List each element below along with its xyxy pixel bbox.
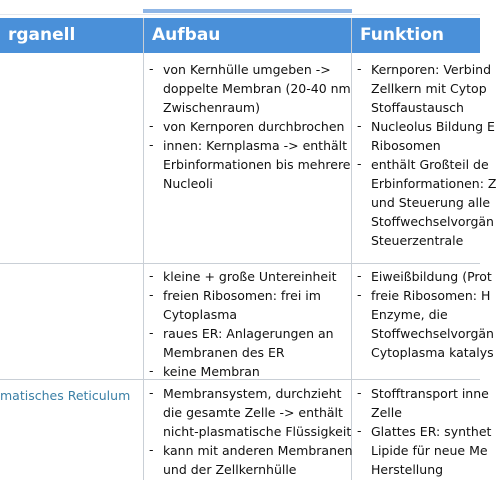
aufbau-list	[147, 60, 351, 193]
cell-aufbau-row1[interactable]	[147, 60, 351, 260]
bullet-dash: -	[357, 287, 362, 302]
line-text: Stofftransport inne	[371, 386, 489, 401]
list-line	[355, 286, 491, 305]
line-text: und der Zellkernhülle	[163, 462, 297, 477]
line-text: Nucleolus Bildung E	[371, 119, 495, 134]
list-line	[147, 343, 351, 362]
bullet-dash: -	[149, 325, 154, 340]
list-line	[355, 136, 480, 155]
line-text: Erbinformationen bis mehrere	[163, 157, 351, 172]
list-line	[355, 60, 492, 79]
list-line	[355, 343, 494, 362]
list-line	[355, 155, 489, 174]
list-line	[355, 117, 495, 136]
list-line	[355, 403, 480, 422]
header-organelle[interactable]: rganell	[0, 18, 143, 53]
list-line	[147, 267, 351, 286]
line-text: freien Ribosomen: frei im	[163, 288, 321, 303]
bullet-dash: -	[149, 118, 154, 133]
list-line	[147, 155, 351, 174]
list-line	[355, 267, 492, 286]
column-divider	[143, 18, 144, 480]
list-line	[355, 441, 488, 460]
list-line	[355, 305, 480, 324]
column-divider	[351, 18, 352, 480]
line-text: Stoffwechselvorgän	[371, 214, 494, 229]
list-line	[147, 98, 351, 117]
bullet-dash: -	[357, 423, 362, 438]
bullet-dash: -	[149, 61, 154, 76]
list-line	[147, 174, 351, 193]
bullet-dash: -	[149, 137, 154, 152]
line-text: Zwischenraum)	[163, 100, 260, 115]
list-line	[147, 60, 351, 79]
list-line	[355, 79, 487, 98]
funktion-list	[355, 60, 496, 250]
funktion-list	[355, 267, 494, 362]
list-line	[355, 460, 480, 479]
line-text: von Kernhülle umgeben ->	[163, 62, 331, 77]
bullet-dash: -	[357, 118, 362, 133]
line-text: Zellkern mit Cytop	[371, 81, 487, 96]
line-text: Eiweißbildung (Prot	[371, 269, 492, 284]
list-line	[147, 117, 351, 136]
list-line	[147, 324, 351, 343]
line-text: Lipide für neue Me	[371, 443, 488, 458]
line-text: Nucleoli	[163, 176, 213, 191]
list-line	[147, 362, 351, 381]
bullet-dash: -	[357, 156, 362, 171]
bullet-dash: -	[149, 442, 154, 457]
list-line	[355, 98, 480, 117]
list-line	[147, 305, 351, 324]
bullet-dash: -	[357, 61, 362, 76]
line-text: Kernporen: Verbind	[371, 62, 492, 77]
aufbau-list	[147, 267, 351, 381]
list-line	[355, 193, 491, 212]
line-text: innen: Kernplasma -> enthält	[163, 138, 348, 153]
line-text: raues ER: Anlagerungen an	[163, 326, 334, 341]
header-funktion[interactable]: Funktion	[352, 18, 480, 53]
line-text: Herstellung	[371, 462, 444, 477]
line-text: Ribosomen	[371, 138, 441, 153]
selection-indicator	[143, 9, 352, 13]
list-line	[355, 212, 494, 231]
list-line	[147, 136, 351, 155]
cell-funktion-row3[interactable]	[355, 384, 492, 480]
list-line	[147, 441, 351, 460]
bullet-dash: -	[149, 287, 154, 302]
list-line	[147, 384, 351, 403]
line-text: Zelle	[371, 405, 402, 420]
line-text: und Steuerung alle	[371, 195, 491, 210]
aufbau-list	[147, 384, 351, 479]
list-line	[355, 422, 492, 441]
list-line	[355, 174, 496, 193]
line-text: keine Membran	[163, 364, 260, 379]
list-line	[355, 384, 489, 403]
line-text: Membransystem, durchzieht	[163, 386, 342, 401]
line-text: nicht-plasmatische Flüssigkeit	[163, 424, 352, 439]
line-text: Membranen des ER	[163, 345, 285, 360]
line-text: Cytoplasma katalys	[371, 345, 494, 360]
line-text: kann mit anderen Membranen	[163, 443, 353, 458]
cell-funktion-row1[interactable]	[355, 60, 496, 260]
bullet-dash: -	[357, 385, 362, 400]
line-text: enthält Großteil de	[371, 157, 489, 172]
line-text: Stoffaustausch	[371, 100, 464, 115]
organelle-name-er[interactable]: matisches Reticulum	[0, 388, 131, 403]
line-text: Enzyme, die	[371, 307, 448, 322]
cell-aufbau-row3[interactable]	[147, 384, 351, 480]
line-text: Stoffwechselvorgän	[371, 326, 494, 341]
line-text: Glattes ER: synthet	[371, 424, 492, 439]
list-line	[355, 324, 494, 343]
line-text: freie Ribosomen: H	[371, 288, 491, 303]
row-divider	[0, 263, 480, 264]
line-text: Erbinformationen: Z	[371, 176, 496, 191]
line-text: von Kernporen durchbrochen	[163, 119, 345, 134]
line-text: kleine + große Untereinheit	[163, 269, 337, 284]
bullet-dash: -	[357, 268, 362, 283]
line-text: die gesamte Zelle -> enthält	[163, 405, 343, 420]
line-text: Steuerzentrale	[371, 233, 464, 248]
header-aufbau[interactable]: Aufbau	[144, 18, 351, 53]
bullet-dash: -	[149, 385, 154, 400]
funktion-list	[355, 384, 492, 479]
cell-aufbau-row2[interactable]	[147, 267, 351, 377]
line-text: doppelte Membran (20-40 nm	[163, 81, 351, 96]
list-line	[147, 422, 351, 441]
list-line	[147, 403, 351, 422]
list-line	[147, 286, 351, 305]
list-line	[147, 460, 351, 479]
organelle-table	[0, 18, 496, 480]
list-line	[355, 231, 480, 250]
list-line	[147, 79, 351, 98]
bullet-dash: -	[149, 363, 154, 378]
line-text: Cytoplasma	[163, 307, 238, 322]
cell-funktion-row2[interactable]	[355, 267, 494, 377]
bullet-dash: -	[149, 268, 154, 283]
top-toolbar	[0, 0, 480, 15]
